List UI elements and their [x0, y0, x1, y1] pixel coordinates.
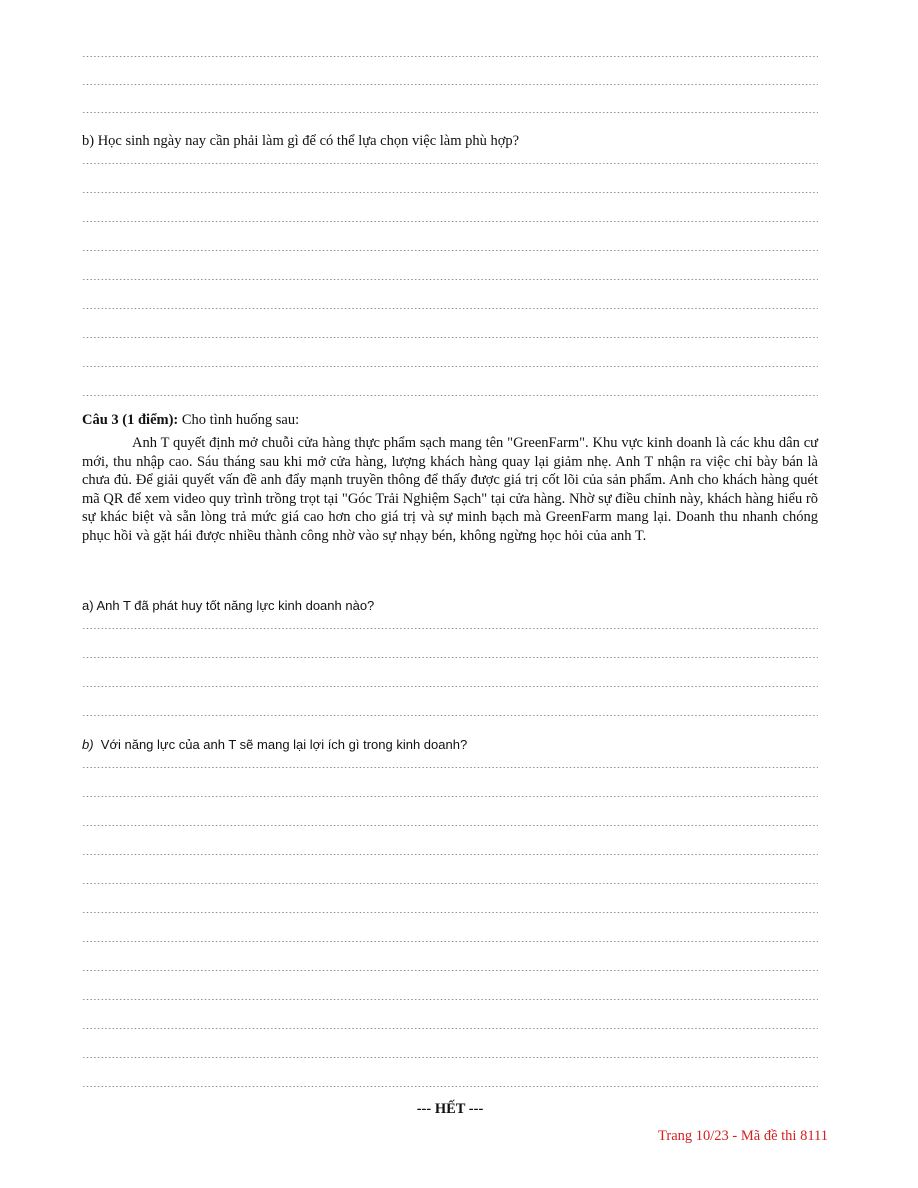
question-3b-text: Với năng lực của anh T sẽ mang lại lợi ích gì trong kinh doanh?	[100, 737, 468, 752]
answer-line	[82, 395, 818, 396]
question-3b	[82, 736, 818, 754]
answer-line	[82, 1028, 818, 1029]
answer-line	[82, 999, 818, 1000]
answer-line	[82, 970, 818, 971]
question-3a: a) Anh T đã phát huy tốt năng lực kinh doanh nào?	[82, 598, 375, 613]
question-2b: b) Học sinh ngày nay cần phải làm gì để có thể lựa chọn việc làm phù hợp?	[82, 133, 520, 149]
answer-line	[82, 337, 818, 338]
answer-line	[82, 1057, 818, 1058]
answer-line	[82, 628, 818, 629]
answer-line	[82, 941, 818, 942]
question-3-intro: Cho tình huống sau:	[181, 412, 300, 428]
answer-line	[82, 112, 818, 113]
answer-line	[82, 912, 818, 913]
answer-line	[82, 657, 818, 658]
answer-line	[82, 366, 818, 367]
answer-line	[82, 715, 818, 716]
question-3-label: Câu 3 (1 điểm):	[82, 412, 179, 428]
answer-line	[82, 767, 818, 768]
answer-line	[82, 250, 818, 251]
answer-line	[82, 686, 818, 687]
question-3-scenario: Anh T quyết định mở chuỗi cửa hàng thực phẩm sạch mang tên "GreenFarm". Khu vực kinh doanh là các khu dân cư mới, thu nhập cao. Sáu tháng sau khi mở cửa hàng, lượng khách hàng quay lại giảm nhẹ. Anh T nhận ra việc chỉ bày bán là chưa đủ. Để giải quyết vấn đề anh đẩy mạnh truyền thông để thấy được giá trị cốt lõi của sản phẩm. Anh cho khách hàng quét mã QR để xem video quy trình trồng trọt tại "Góc Trải Nghiệm Sạch" tại cửa hàng. Nhờ sự điều chỉnh này, khách hàng hiểu rõ sự khác biệt và sẵn lòng trả mức giá cao hơn cho giá trị và sự minh bạch mà GreenFarm mang lại. Doanh thu nhanh chóng phục hồi và gặt hái được nhiều thành công nhờ vào sự nhạy bén, không ngừng học hỏi của anh T.	[82, 435, 818, 544]
answer-line	[82, 56, 818, 57]
answer-line	[82, 883, 818, 884]
question-3-heading	[82, 411, 818, 429]
question-3b-marker: b)	[82, 737, 94, 752]
answer-line	[82, 854, 818, 855]
answer-line	[82, 221, 818, 222]
answer-line	[82, 796, 818, 797]
answer-line	[82, 84, 818, 85]
end-marker: --- HẾT ---	[416, 1101, 484, 1117]
answer-line	[82, 825, 818, 826]
page-footer: Trang 10/23 - Mã đề thi 8111	[658, 1128, 828, 1144]
answer-line	[82, 192, 818, 193]
answer-line	[82, 308, 818, 309]
answer-line	[82, 163, 818, 164]
answer-line	[82, 279, 818, 280]
answer-line	[82, 1086, 818, 1087]
exam-page	[82, 0, 828, 1188]
